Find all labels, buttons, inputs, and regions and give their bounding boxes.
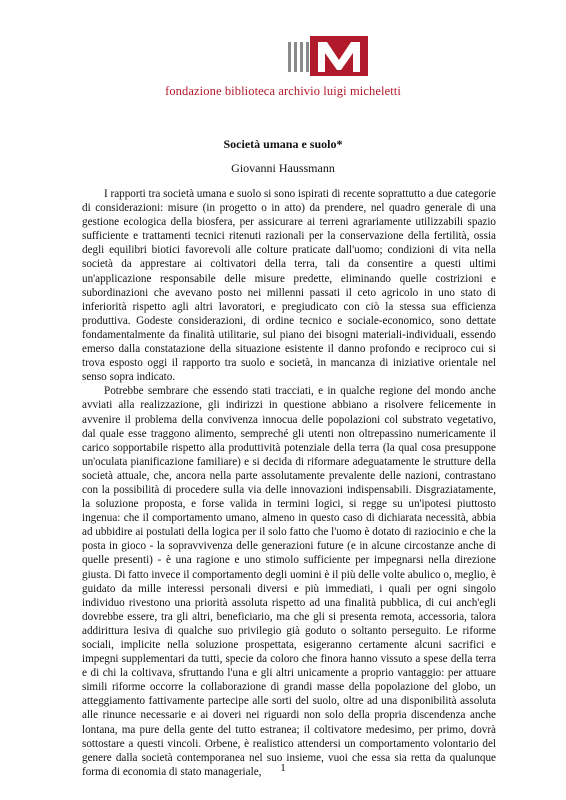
document-title: Società umana e suolo* (223, 137, 343, 151)
paragraph: Potrebbe sembrare che essendo stati tracciati, e in qualche regione del mondo anche avviati alla realizzazione, gli indirizzi in questione abbiano a risolvere felicemente in avvenire il problema della convivenza innocua delle popolazioni col substrato vegetativo, dal quale esse traggono alimento, sempreché gli utenti non oltrepassino numericamente il carico sopportabile rispetto alla produttività potenziale della terra (la qual cosa presuppone un'oculata pianificazione familiare) e si decida di riformare adeguatamente le strutture della società attuale, che, ancora nella parte assolutamente prevalente delle nazioni, contrastano con la possibilità di procedere sulla via delle innovazioni indispensabili. Disgraziatamente, la soluzione proposta, e forse valida in termini logici, si regge su un'ipotesi piuttosto ingenua: che il comportamento umano, almeno in questo caso di dichiarata necessità, abbia ad ubbidire ai postulati della logica per il solo fatto che l'uomo è dotato di raziocinio e che la posta in gioco - la sopravvivenza delle generazioni future (e in alcune circostanze anche di quelle presenti) - è una ragione e uno stimolo sufficiente per impegnarsi nella direzione giusta. Di fatto invece il comportamento degli uomini è il più delle volte abulico o, meglio, è guidato da mille interessi personali diversi e più immediati, i quali per ogni singolo individuo rivestono una priorità assoluta rispetto ad una finalità pubblica, di cui anch'egli dovrebbe essere, tra gli altri, beneficiario, ma che gli si presenta remota, accessoria, talora addirittura lesiva di qualche suo privilegio già goduto o soltanto perseguito. Le riforme sociali, implicite nella soluzione prospettata, esigeranno certamente alcuni sacrifici e impegni supplementari da tutti, specie da coloro che finora hanno vissuto a spese della terra e di chi la coltivava, sfruttando l'una e gli altri unicamente a proprio vantaggio: per attuare simili riforme occorre la collaborazione di grandi masse della popolazione del globo, un atteggiamento fattivamente partecipe alle sorti del suolo, oltre ad una disponibilità assoluta alle rinunce necessarie e ai doveri nei riguardi non solo della propria discendenza anche lontana, ma pure della gente del tutto estranea; il coltivatore medesimo, per primo, dovrà sottostare a questi vincoli. Orbene, è realistico attendersi un comportamento volontario del genere dalla società contemporanea nel suo insieme, vuoi che essa sia retta da qualunque forma di economia di stato manageriale, (82, 385, 496, 778)
m-logo-icon (310, 36, 368, 76)
page-number: 1 (280, 762, 286, 774)
paragraph: I rapporti tra società umana e suolo si sono ispirati di recente soprattutto a due categorie di considerazioni: misure (in progetto o in atto) da prendere, nel quadro generale di una gestione ecologica della biosfera, per assicurare ai terreni agrariamente utilizzabili spazio sufficiente e trattamenti tecnici ritenuti razionali per la conservazione della fertilità, ossia degli equilibri biotici favorevoli alle colture praticate dall'uomo; condizioni di vita nella società da apprestare ai coltivatori della terra, tali da consentire a questi ultimi un'applicazione responsabile delle misure predette, eliminando quelle costrizioni e subordinazioni che avevano posto nei millenni passati il ceto agricolo in uno stato di inferiorità rispetto agli altri lavoratori, e pregiudicato con ciò la stessa sua efficienza produttiva. Godeste considerazioni, di ordine tecnico e sociale-economico, sono dettate fondamentalmente da finalità utilitarie, sul piano dei bisogni materiali-individuali, essendo emerso dalla constatazione della situazione esistente il danno profondo e reciproco cui si trova esposto oggi il rapporto tra suolo e società, in mancanza di iniziative orientale nel senso sopra indicato. (82, 188, 496, 384)
document-body (82, 187, 496, 779)
foundation-name: fondazione biblioteca archivio luigi micheletti (165, 84, 401, 98)
document-author: Giovanni Haussmann (231, 161, 335, 175)
foundation-logo (0, 34, 566, 98)
